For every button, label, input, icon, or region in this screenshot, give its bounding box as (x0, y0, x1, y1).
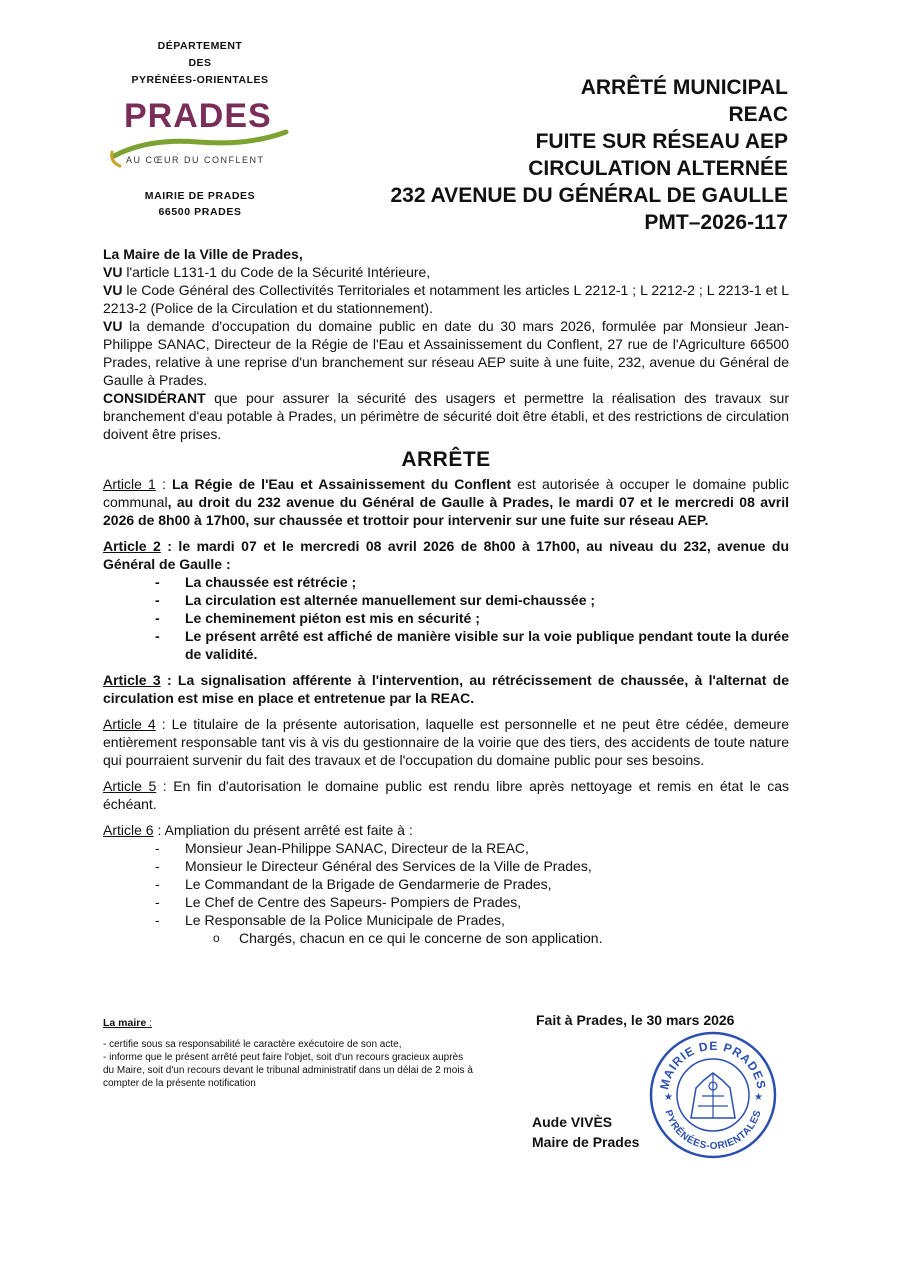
article-6-intro: : Ampliation du présent arrêté est faite à : (153, 822, 413, 838)
vu-2 (103, 281, 789, 317)
official-stamp-icon (646, 1028, 780, 1162)
stamp-top-text: MAIRIE DE PRADES (657, 1038, 769, 1091)
list-item: - Monsieur le Directeur Général des Services de la Ville de Prades, (155, 857, 789, 875)
signatory-title: Maire de Prades (532, 1134, 640, 1150)
title-line3: FUITE SUR RÉSEAU AEP (535, 130, 788, 153)
article-1-bold-b: , au droit du 232 avenue du Général de Gaulle à Prades, le mardi 07 et le mercredi 08 avril 2026 de 8h00 à 17h00, sur chaussée et trottoir pour intervenir sur une fuite sur réseau AEP. (103, 494, 789, 528)
dept-line3: PYRÉNÉES-ORIENTALES (131, 74, 269, 86)
article-4-label: Article 4 (103, 716, 156, 732)
article-3 (103, 671, 789, 707)
considerant-text: que pour assurer la sécurité des usagers et permettre la réalisation des travaux sur branchement d'eau potable à Prades, un périmètre de sécurité doit être établi, et des restrictions de circulation doivent être prises. (103, 390, 789, 442)
list-item: - Le Commandant de la Brigade de Gendarmerie de Prades, (155, 875, 789, 893)
list-subitem: o Chargés, chacun en ce qui le concerne de son application. (213, 929, 789, 947)
stamp-bottom-text: PYRÉNÉES-ORIENTALES (662, 1108, 764, 1153)
vu-label: VU (103, 282, 123, 298)
prades-logo-text: PRADES (124, 97, 272, 135)
article-1-bold-a: La Régie de l'Eau et Assainissement du Conflent (171, 476, 512, 492)
considerant-label: CONSIDÉRANT (103, 390, 206, 406)
article-2 (103, 537, 789, 573)
article-2-intro: : le mardi 07 et le mercredi 08 avril 2026 de 8h00 à 17h00, au niveau du 232, avenue du Général de Gaulle : (103, 538, 790, 572)
article-2-label: Article 2 (103, 538, 161, 554)
article-5-text: : En fin d'autorisation le domaine public est rendu libre après nettoyage et remis en état le cas échéant. (103, 778, 789, 812)
dept-line1: DÉPARTEMENT (157, 40, 243, 52)
list-item: - Le Chef de Centre des Sapeurs- Pompiers de Prades, (155, 893, 789, 911)
vu-label: VU (103, 264, 123, 280)
title-line5: 232 AVENUE DU GÉNÉRAL DE GAULLE (390, 184, 788, 207)
document-body (103, 245, 789, 947)
title-line1: ARRÊTÉ MUNICIPAL (580, 76, 788, 99)
mairie-address (100, 188, 300, 220)
vu-3 (103, 317, 789, 389)
mairie-line2: 66500 PRADES (158, 206, 242, 218)
article-6-label: Article 6 (103, 822, 154, 838)
svg-text:★: ★ (664, 1092, 673, 1103)
article-3-text: : La signalisation afférente à l'intervention, au rétrécissement de chaussée, à l'alternat de circulation est mise en place et entretenue par la REAC. (103, 672, 790, 706)
article-1 (103, 475, 789, 529)
la-maire-sep: : (146, 1017, 153, 1029)
svg-text:★: ★ (754, 1092, 763, 1103)
vu-2-text: le Code Général des Collectivités Territoriales et notamment les articles L 2212-1 ; L 2212-2 ; L 2213-1 et L 2213-2 (Police de la Circulation et du stationnement). (103, 282, 789, 316)
date-place: Fait à Prades, le 30 mars 2026 (536, 1012, 735, 1028)
dept-line2: DES (188, 57, 212, 69)
la-maire-heading (103, 1017, 152, 1029)
vu-3-text: la demande d'occupation du domaine public en date du 30 mars 2026, formulée par Monsieur Jean-Philippe SANAC, Directeur de la Régie de l'Eau et Assainissement du Conflent, 27 rue de l'Agriculture 66500 Prades, relative à une reprise d'un branchement sur réseau AEP suite à une fuite, 232, avenue du Général de Gaulle à Prades. (103, 318, 789, 388)
document-title (390, 74, 788, 236)
logo-tagline: AU CŒUR DU CONFLENT (126, 155, 265, 165)
article-1-label: Article 1 (103, 476, 156, 492)
article-2-list (103, 573, 789, 663)
note-2: - informe que le présent arrêté peut faire l'objet, soit d'un recours gracieux auprès du Maire, soit d'un recours devant le tribunal administratif dans un délai de 2 mois à compter de la présente notification (103, 1052, 473, 1089)
article-5 (103, 777, 789, 813)
title-line2: REAC (728, 103, 788, 126)
list-item: - Monsieur Jean-Philippe SANAC, Directeur de la REAC, (155, 839, 789, 857)
vu-label: VU (103, 318, 123, 334)
article-1-sep: : (155, 476, 172, 492)
list-item: - Le présent arrêté est affiché de manière visible sur la voie publique pendant toute la durée de validité. (155, 627, 789, 663)
article-4-text: : Le titulaire de la présente autorisation, laquelle est personnelle et ne peut être cédée, demeure entièrement responsable tant vis à vis du gestionnaire de la voirie que des tiers, des accidents de toute nature qui pourraient survenir du fait des travaux et de l'occupation du domaine public pour ses besoins. (103, 716, 789, 768)
list-item: - La chaussée est rétrécie ; (155, 573, 789, 591)
arrete-heading: ARRÊTE (401, 448, 491, 471)
article-6-sublist (103, 929, 789, 947)
considerant (103, 389, 789, 443)
legal-notes (103, 1038, 473, 1090)
article-6-list (103, 839, 789, 929)
signatory-name: Aude VIVÈS (532, 1114, 613, 1130)
signatory (532, 1112, 639, 1152)
article-3-label: Article 3 (103, 672, 161, 688)
preamble-maire: La Maire de la Ville de Prades, (103, 246, 303, 262)
list-item: - La circulation est alternée manuellement sur demi-chaussée ; (155, 591, 789, 609)
list-item: - Le Responsable de la Police Municipale de Prades, (155, 911, 789, 929)
article-4 (103, 715, 789, 769)
la-maire-label: La maire (103, 1017, 147, 1029)
vu-1-text: l'article L131-1 du Code de la Sécurité Intérieure, (122, 264, 431, 280)
note-1: - certifie sous sa responsabilité le caractère exécutoire de son acte, (103, 1039, 402, 1050)
title-line6: PMT–2026-117 (644, 211, 788, 234)
article-6 (103, 821, 789, 839)
mairie-line1: MAIRIE DE PRADES (144, 190, 256, 202)
department-header (100, 38, 300, 89)
article-5-label: Article 5 (103, 778, 157, 794)
title-line4: CIRCULATION ALTERNÉE (528, 157, 788, 180)
list-item: - Le cheminement piéton est mis en sécurité ; (155, 609, 789, 627)
article-1-text-a: est autorisée à occuper le domaine public communal (103, 476, 789, 510)
vu-1 (103, 263, 789, 281)
